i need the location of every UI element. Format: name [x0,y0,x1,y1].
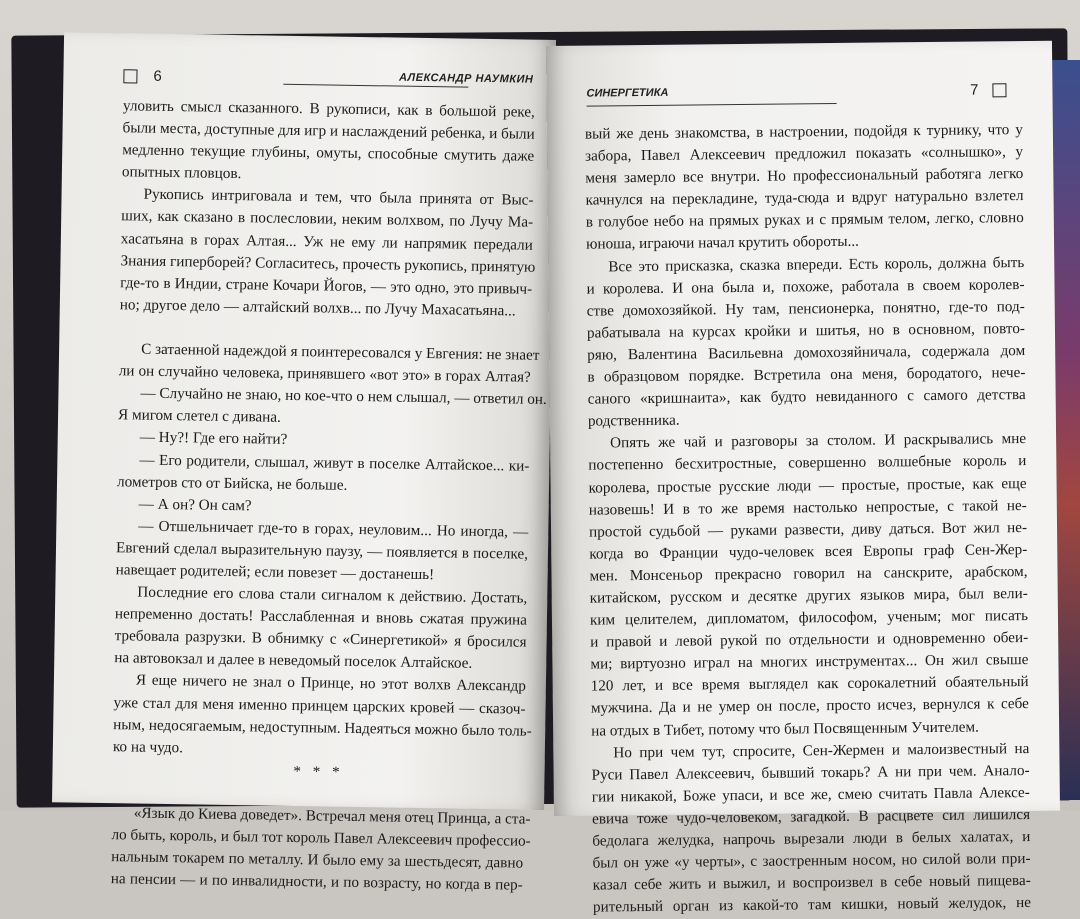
page-number: 7 [970,81,979,99]
text-line: где-то в Индии, стране Кочари Йогов, — это одно, это привыч- [120,273,533,298]
text-line: мен. Монсеньор прекрасно говорил на санскрите, арабском, [589,562,1028,585]
text-line: меня замерло все внутри. Но профессиональный работяга легко [585,165,1024,187]
running-head: АЛЕКСАНДР НАУМКИН [398,71,534,86]
text-line: — Случайно не знаю, но кое-что о нем слышал, — ответил он. [140,384,547,409]
text-line: Евгений сделал выразительную паузу, — появляется в поселке, [115,539,529,563]
text-line: забора, Павел Алексеевич предложил показать «солнышко», у [585,143,1024,165]
text-line: непременно достать! Расслабленная и вновь сжатая пружина [114,605,528,629]
left-page [52,32,556,894]
text-line: и королева. И она была и, похоже, работала в своем королев- [586,275,1025,298]
text-line: на отдых в Тибет, потому что был Посвященным Учителем. [591,718,979,740]
text-line: уловить смысл сказанного. В рукописи, как в большой реке, [122,97,536,121]
square-ornament-icon [123,69,137,83]
text-line: С затаенной надеждой я поинтересовался у Евгения: не знает [141,340,540,364]
text-line: ным, недосягаемым, недоступным. Надеяться можно было толь- [113,715,532,740]
text-line: Рукопись интриговала и тем, что была принята от Выс- [143,185,534,210]
text-line: но; другое дело — алтайский волхв... по Лучу Махасатьяна... [119,296,516,320]
text-line: рительный орган из какой-то там кишки, новый желудок, не [592,894,1032,916]
text-line: родственника. [587,411,680,430]
text-line: гии никакой, Боже упаси, и все же, смею считать Павла Алексе- [591,783,1030,806]
text-line: — Его родители, слышал, живут в поселке Алтайское... ки- [139,451,530,475]
left-page-body [110,95,547,897]
text-line: простой судьбой — руками развести, диву даться. Вот жил не- [588,518,1028,541]
text-line: ли он случайно человека, принявшего «вот это» в горах Алтая? [118,362,531,386]
text-line: ло быть, король, и был тот король Павел Алексеевич профессио- [111,826,531,850]
text-line: бедолага желудка, напрочь вырезали люди в белых халатах, и [592,827,1031,850]
text-line: ряю, Валентина Васильевна домохозяйничала, содержала дом [587,341,1026,364]
text-line: Все это присказка, сказка впереди. Есть король, должна быть [608,253,1025,275]
text-line: Я еще ничего не знал о Принце, но этот волхв Александр [135,671,527,696]
text-line: и правой и левой рукой по отдельности и одновременно обеи- [590,629,1029,651]
text-line: Знания гиперборей? Согласитесь, прочесть рукопись, принятую [120,251,536,276]
text-line: требовала разрузки. В обнимку с «Синергетикой» я бросился [114,627,527,651]
text-line: ко на чудо. [112,737,184,756]
text-line: Последние его слова стали сигналом к действию. Достать, [137,583,528,607]
text-line: навещает родителей; если повезет — достанешь! [115,561,435,584]
text-line: юноша, играючи начал крутить обороты... [585,233,860,254]
text-line: — Отшельничает где-то в горах, неуловим... Но иногда, — [138,517,529,541]
right-page-body [585,119,1031,919]
text-line: хасатьяна в горах Алтая... Уж не ему ли напрямик передали [120,229,533,254]
text-line: «Язык до Киева доведет». Встречал меня отец Принца, а ста- [133,804,531,828]
right-page-header [586,77,1006,103]
text-line: * * * [293,762,344,781]
text-line: был он уже «у черты», с заостренным носом, но силой воли при- [592,850,1031,872]
header-rule [587,103,837,107]
square-ornament-icon [992,83,1006,97]
text-line: в голубое небо на прямых руках и с прямым телом, легко, словно [585,209,1024,231]
text-line: — А он? Он сам? [138,495,252,515]
text-line: мужчина. Да и не умер он после, просто исчез, вернулся к себе [590,695,1029,718]
text-line: Руси Павел Алексеевич, бывший токарь? А ни при чем. Анало- [591,761,1030,784]
left-page-header [123,69,543,98]
text-line: Опять же чай и разговоры за столом. И раскрывались мне [610,430,1027,452]
text-line: королева, простые русские люди — простые, простые, как еще [588,474,1027,497]
text-line: были места, доступные для игр и наслаждений ребенка, и были [122,119,535,143]
page-number: 6 [153,67,162,85]
text-line: ших, как сказано в послесловии, неким волхвом, по Лучу Ма- [121,207,534,232]
text-line: назовешь! И в то же время настолько непростые, с такой не- [588,496,1027,519]
text-line: саного «кришнаита», как будто невиданного с самого детства [587,386,1026,408]
text-line: ким целителем, дипломатом, философом, ученым; мог писать [589,607,1029,629]
text-line: когда во Франции чудо-человек всея Европы граф Сен-Жер- [589,540,1028,563]
running-head: СИНЕРГЕТИКА [586,86,669,100]
text-line: медленно текущие глубины, омуты, способные смутить даже [122,141,535,165]
text-line: 120 лет, и все время выглядел как сорокалетний обаятельный [590,673,1029,695]
text-line: лометров сто от Бийска, не больше. [116,472,348,494]
text-line: — Ну?! Где его найти? [139,428,288,449]
text-line: стве домохозяйкой. Ну там, пенсионерка, понятно, где-то под- [586,297,1025,320]
header-rule [283,84,468,88]
text-line: опытных пловцов. [121,163,242,183]
text-line: нальным токарем по металлу. И было ему за шестьдесят, давно [111,848,524,872]
text-line: евича тоже чудо-человеком, загадкой. В расцвете сил лишился [591,805,1031,828]
text-line: на пенсии — и по инвалидности, и по возрасту, но когда в пер- [110,870,523,894]
text-line: Но при чем тут, спросите, Сен-Жермен и малоизвестный на [613,739,1030,761]
text-line: на автовокзал и далее в неведомый поселок Алтайское. [114,649,473,673]
text-line: Я мигом слетел с дивана. [117,406,282,427]
text-line: китайском, русском и десятке других языков мира, был вели- [589,584,1028,607]
text-line: постепенно бесхитростные, совершенно волшебные король и [588,452,1027,475]
text-line: вый же день знакомства, в настроении, подойдя к турнику, что у [584,121,1023,143]
text-line: уже стал для меня именно принцем царских кровей — сказоч- [113,693,526,718]
right-page [546,41,1060,916]
text-line: ми; виртуозно играл на многих инструментах... Он жил свыше [590,651,1029,673]
text-line: в образцовом порядке. Встретила она меня, бородатого, нече- [587,364,1026,386]
text-line: рабатывала на курсах кройки и шитья, но в основном, повто- [586,319,1026,342]
text-line: качнулся на перекладине, туда-сюда и вдруг натурально взлетел [585,187,1024,209]
text-line: казал себе жить и выжил, и воспроизвел в себе новый пищева- [592,872,1031,894]
